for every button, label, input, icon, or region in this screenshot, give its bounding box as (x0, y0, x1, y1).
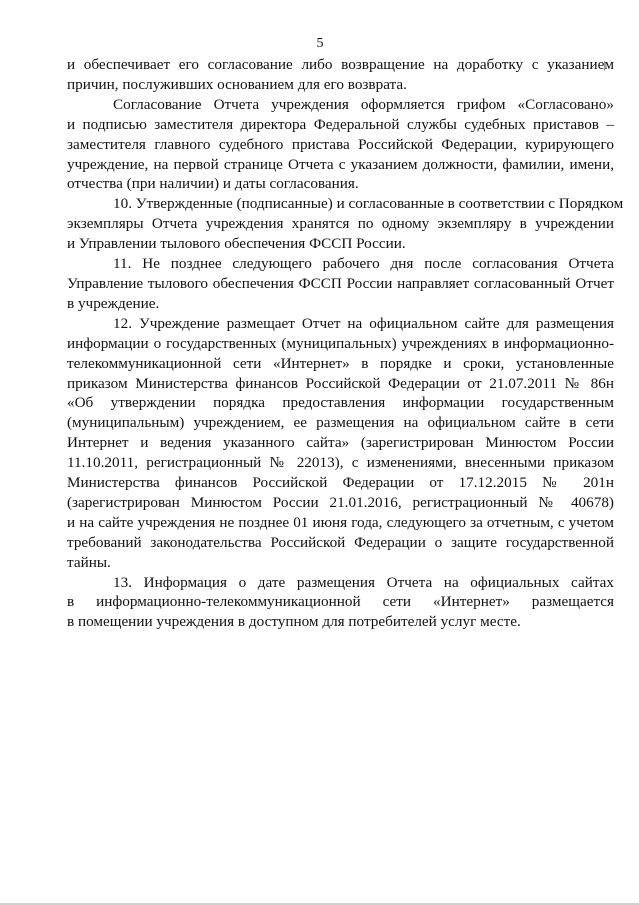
text-line: Министерства финансов Российской Федерации от 17.12.2015 № 201н (67, 474, 614, 492)
text-line: в информационно-телекоммуникационной сети «Интернет» размещается (67, 593, 614, 611)
text-line: 10. Утвержденные (подписанные) и согласованные в соответствии с Порядком (113, 195, 624, 213)
page-number: 5 (316, 36, 324, 51)
text-line: в помещении учреждения в доступном для потребителей услуг месте. (67, 613, 521, 631)
text-line: в учреждение. (67, 294, 160, 312)
text-line: тайны. (67, 553, 111, 571)
text-line: информации о государственных (муниципальных) учреждениях в информационно- (67, 334, 614, 352)
paragraph-continuation (67, 55, 614, 95)
text-line: 11. Не позднее следующего рабочего дня после согласования Отчета (113, 255, 614, 273)
paragraph-item-11 (67, 254, 614, 314)
document-body (67, 55, 624, 632)
text-line: (муниципальным) учреждением, ее размещения на официальном сайте в сети (67, 414, 614, 432)
text-line: «Об утверждении порядка предоставления информации государственным (67, 394, 614, 412)
text-line: причин, послуживших основанием для его возврата. (67, 75, 407, 93)
paragraph-approval (67, 95, 614, 195)
text-line: отчества (при наличии) и даты согласования. (67, 175, 359, 193)
text-line: 13. Информация о дате размещения Отчета на официальных сайтах (113, 573, 614, 591)
text-line: Согласование Отчета учреждения оформляется грифом «Согласовано» (113, 95, 614, 113)
paragraph-item-13 (67, 573, 614, 633)
text-line: и обеспечивает его согласование либо возвращение на доработку с указанием (67, 56, 614, 73)
text-line: требований законодательства Российской Федерации о защите государственной (67, 533, 614, 551)
text-line: (зарегистрирован Минюстом России 21.01.2016, регистрационный № 40678) (67, 493, 614, 511)
text-line: заместителя главного судебного пристава Российской Федерации, курирующего (67, 135, 614, 153)
text-line: приказом Министерства финансов Российской Федерации от 21.07.2011 № 86н (67, 374, 614, 392)
paragraph-item-10 (67, 194, 624, 254)
text-line: и Управлении тылового обеспечения ФССП России. (67, 235, 406, 253)
text-line: экземпляры Отчета учреждения хранятся по одному экземпляру в учреждении (67, 215, 614, 233)
text-line: учреждение, на первой странице Отчета с указанием должности, фамилии, имени, (67, 155, 614, 173)
text-line: Интернет и ведения указанного сайта» (зарегистрирован Минюстом России (67, 434, 614, 452)
text-line: и подписью заместителя директора Федеральной службы судебных приставов – (67, 115, 614, 133)
text-line: 11.10.2011, регистрационный № 22013), с изменениями, внесенными приказом (67, 454, 614, 472)
text-line: Управление тылового обеспечения ФССП России направляет согласованный Отчет (67, 274, 614, 292)
text-line: 12. Учреждение размещает Отчет на официальном сайте для размещения (113, 314, 614, 332)
paragraph-item-12 (67, 314, 614, 573)
text-line: телекоммуникационной сети «Интернет» в порядке и сроки, установленные (67, 354, 614, 372)
text-line: и на сайте учреждения не позднее 01 июня года, следующего за отчетным, с учетом (67, 513, 614, 531)
